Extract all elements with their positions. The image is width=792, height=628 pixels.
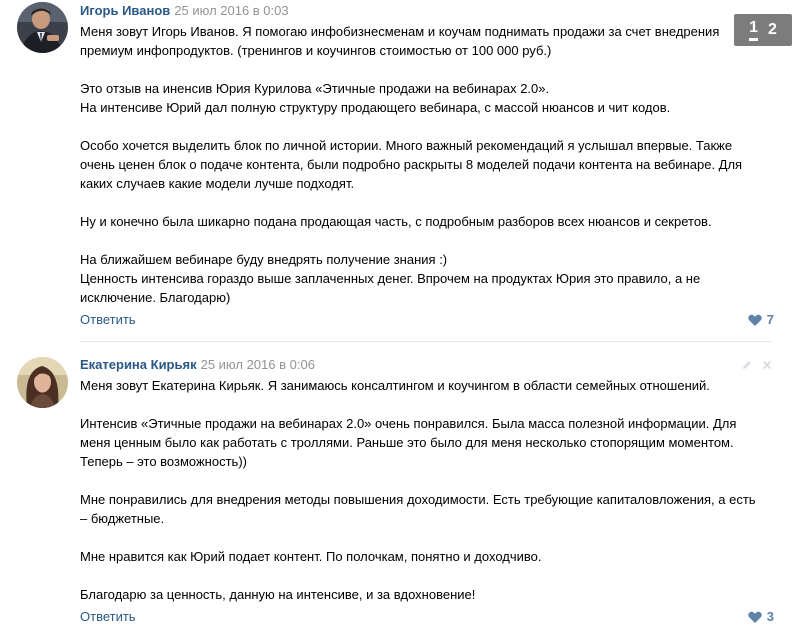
like-count: 7: [766, 312, 774, 327]
like-count: 3: [766, 609, 774, 624]
avatar[interactable]: [17, 2, 68, 53]
comment-divider: [80, 341, 772, 342]
comment-text: [80, 376, 780, 604]
comment-paragraph: Это отзыв на иненсив Юрия Курилова «Этичные продажи на вебинарах 2.0». На интенсиве Юрий дал полную структуру продающего вебинара, с массой нюансов и чит кодов.: [80, 81, 671, 115]
comment-paragraph: Интенсив «Этичные продажи на вебинарах 2.0» очень понравился. Была масса полезной информации. Для меня ценным было как работать с троллями. Раньше это было для меня несколько стопорящим моментом. Теперь – это возможность)): [80, 416, 737, 469]
pager-page-1[interactable]: 1: [749, 19, 758, 41]
comment-text: [80, 22, 780, 307]
pager-page-2[interactable]: 2: [768, 21, 777, 38]
like-button[interactable]: [748, 312, 774, 327]
comment-date[interactable]: 25 июл 2016 в 0:06: [200, 357, 315, 372]
author-name[interactable]: Игорь Иванов: [80, 3, 171, 18]
comment-paragraph: Меня зовут Екатерина Кирьяк. Я занимаюсь консалтингом и коучингом в области семейных отношений.: [80, 378, 710, 393]
pencil-icon[interactable]: [742, 357, 752, 375]
comment-paragraph: Благодарю за ценность, данную на интенсиве, и за вдохновение!: [80, 587, 476, 602]
author-name[interactable]: Екатерина Кирьяк: [80, 357, 197, 372]
comment-actions: [732, 357, 772, 375]
comment-paragraph: Мне понравились для внедрения методы повышения доходимости. Есть требующие капиталовложения, а есть – бюджетные.: [80, 492, 756, 526]
comment-paragraph: Меня зовут Игорь Иванов. Я помогаю инфобизнесменам и коучам поднимать продажи за счет внедрения премиум инфопродуктов. (тренингов и коучингов стоимостью от 100 000 руб.): [80, 24, 720, 58]
avatar[interactable]: [17, 357, 68, 408]
comment-paragraph: Ну и конечно была шикарно подана продающая часть, с подробным разборов всех нюансов и секретов.: [80, 214, 712, 229]
like-button[interactable]: [748, 609, 774, 624]
comment-author: [80, 2, 289, 19]
comment-author: [80, 356, 315, 373]
heart-icon: [748, 611, 762, 623]
close-icon[interactable]: [762, 357, 772, 375]
reply-button[interactable]: Ответить: [80, 312, 136, 327]
comment-date[interactable]: 25 июл 2016 в 0:03: [174, 3, 289, 18]
comment-paragraph: Особо хочется выделить блок по личной истории. Много важный рекомендаций я услышал впервые. Также очень ценен блок о подаче контента, были подробно раскрыты 8 моделей подачи контента на вебинаре. Для каких случаев какие модели лучше подходят.: [80, 138, 743, 191]
comment-paragraph: Мне нравится как Юрий подает контент. По полочкам, понятно и доходчиво.: [80, 549, 542, 564]
comment-paragraph: На ближайшем вебинаре буду внедрять получение знания :) Ценность интенсива гораздо выше заплаченных денег. Впрочем на продуктах Юрия это правило, а не исключение. Благодарю): [80, 252, 701, 305]
reply-button[interactable]: Ответить: [80, 609, 136, 624]
heart-icon: [748, 314, 762, 326]
